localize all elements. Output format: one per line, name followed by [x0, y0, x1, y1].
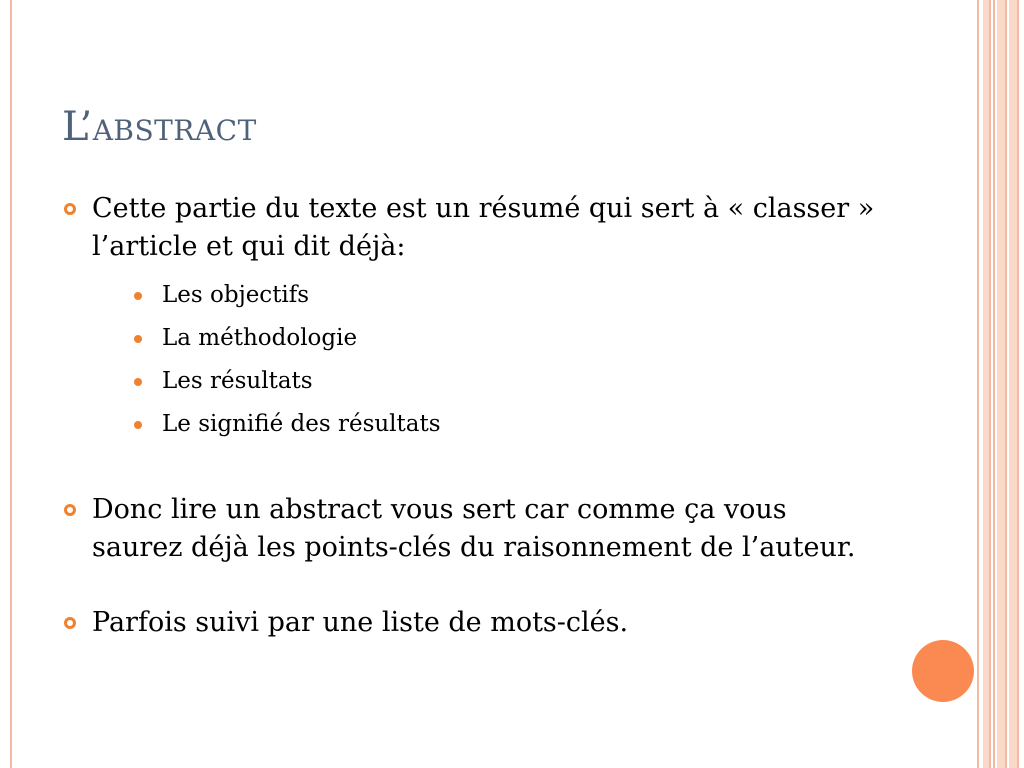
- bullet-text: Parfois suivi par une liste de mots-clés.: [92, 607, 629, 638]
- right-stripe: [997, 0, 1005, 768]
- bullet-item: [62, 604, 882, 642]
- ring-bullet-icon: [64, 617, 76, 629]
- sub-item: [134, 403, 882, 446]
- ring-bullet-icon: [64, 203, 76, 215]
- bullet-text: Donc lire un abstract vous sert car comme ça vous saurez déjà les points-clés du raisonnement de l’auteur.: [92, 494, 856, 563]
- bullet-item: [62, 491, 882, 567]
- sub-list: [92, 274, 882, 446]
- left-border-line: [10, 0, 12, 768]
- right-stripe: [1009, 0, 1017, 768]
- dot-bullet-icon: [134, 378, 142, 386]
- dot-bullet-icon: [134, 292, 142, 300]
- ring-bullet-icon: [64, 504, 76, 516]
- right-stripe: [989, 0, 991, 768]
- right-stripe: [993, 0, 995, 768]
- slide-content: [62, 190, 882, 642]
- accent-circle: [912, 640, 974, 702]
- slide-title: L’abstract: [62, 104, 257, 150]
- sub-item-text: La méthodologie: [162, 325, 358, 351]
- dot-bullet-icon: [134, 421, 142, 429]
- sub-item-text: Le signifié des résultats: [162, 411, 441, 437]
- right-stripe: [1005, 0, 1007, 768]
- sub-item: [134, 274, 882, 317]
- sub-item: [134, 317, 882, 360]
- right-stripe: [977, 0, 979, 768]
- right-stripe: [1017, 0, 1019, 768]
- bullet-text: Cette partie du texte est un résumé qui sert à « classer » l’article et qui dit déjà:: [92, 193, 875, 262]
- bullet-item: [62, 190, 882, 446]
- sub-item-text: Les objectifs: [162, 282, 310, 308]
- sub-item: [134, 360, 882, 403]
- dot-bullet-icon: [134, 335, 142, 343]
- sub-item-text: Les résultats: [162, 368, 313, 394]
